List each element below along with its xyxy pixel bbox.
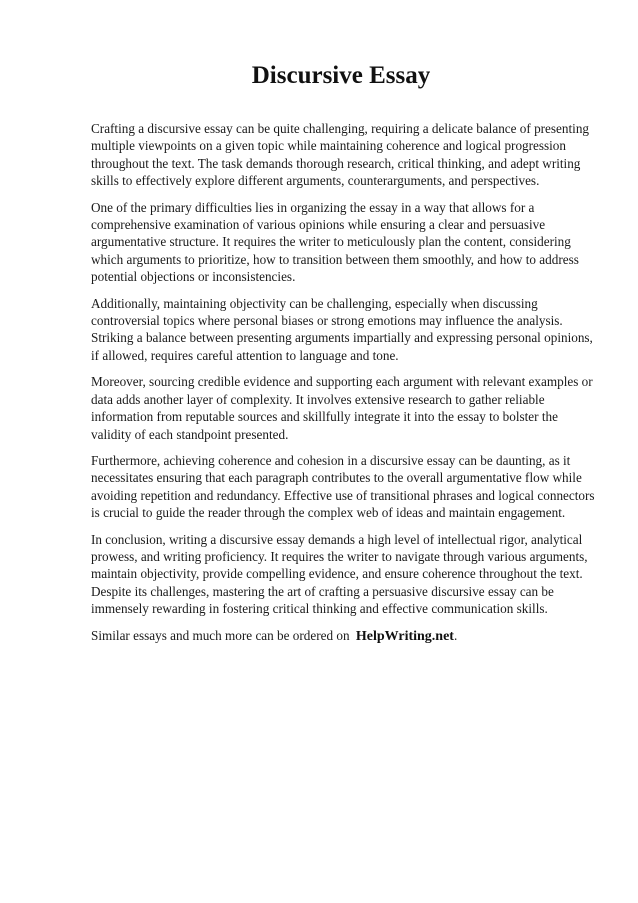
paragraph-objectivity: Additionally, maintaining objectivity can be challenging, especially when discussing controversial topics where personal biases or strong emotions may influence the analysis. Striking a balance between presenting arguments impartially and expressing personal opinions, if allowed, requires careful attention to language and tone.	[91, 295, 593, 363]
document-title: Discursive Essay	[251, 62, 431, 89]
document-body	[91, 120, 597, 654]
paragraph-intro: Crafting a discursive essay can be quite challenging, requiring a delicate balance of presenting multiple viewpoints on a given topic while maintaining coherence and logical progression throughout the text. The task demands thorough research, critical thinking, and adept writing skills to effectively explore different arguments, counterarguments, and perspectives.	[91, 121, 590, 189]
paragraph-evidence: Moreover, sourcing credible evidence and supporting each argument with relevant examples or data adds another layer of complexity. It involves extensive research to gather reliable information from reputable sources and skillfully integrate it into the essay to bolster the validity of each standpoint presented.	[91, 374, 593, 442]
paragraph-organization: One of the primary difficulties lies in organizing the essay in a way that allows for a comprehensive examination of various opinions while ensuring a clear and persuasive argumentative structure. It requires the writer to meticulously plan the content, considering which arguments to prioritize, how to transition between them smoothly, and how to address potential objections or inconsistencies.	[91, 199, 579, 285]
paragraph-coherence: Furthermore, achieving coherence and cohesion in a discursive essay can be daunting, as it necessitates ensuring that each paragraph contributes to the overall argumentative flow while avoiding repetition and redundancy. Effective use of transitional phrases and logical connectors is crucial to guide the reader through the complex web of ideas and maintain engagement.	[91, 452, 595, 521]
footer-line	[91, 627, 597, 645]
paragraph-conclusion: In conclusion, writing a discursive essay demands a high level of intellectual rigor, analytical prowess, and writing proficiency. It requires the writer to navigate through various arguments, maintain objectivity, provide compelling evidence, and ensure coherence throughout the text. Despite its challenges, mastering the art of crafting a persuasive discursive essay can be immensely rewarding in fostering critical thinking and effective communication skills.	[91, 531, 588, 617]
footer-text: Similar essays and much more can be ordered on	[91, 627, 350, 643]
footer-period: .	[453, 627, 458, 643]
brand-link[interactable]: HelpWriting.net	[355, 628, 454, 644]
